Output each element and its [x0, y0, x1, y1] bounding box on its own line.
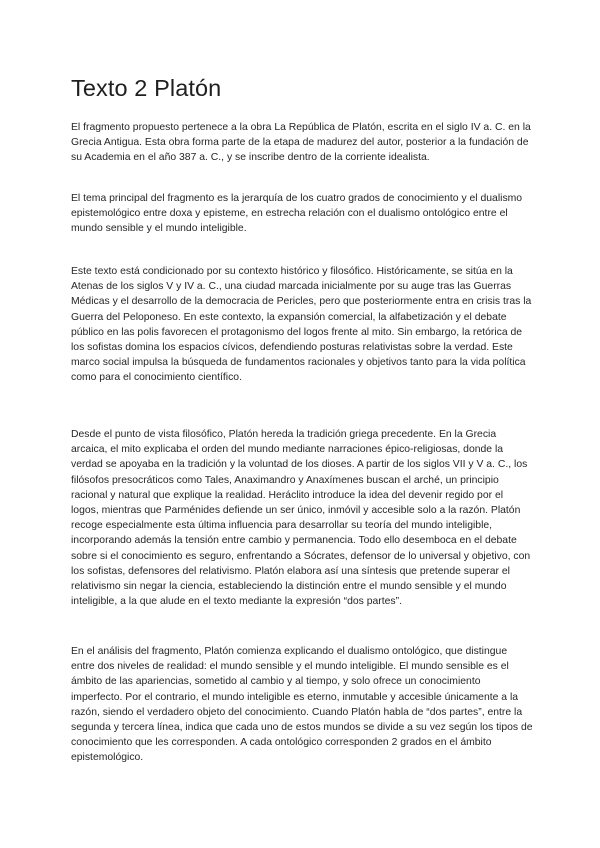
- paragraph-historical-context: Este texto está condicionado por su contexto histórico y filosófico. Históricamente, se sitúa en la Atenas de los siglos V y IV a. C., una ciudad marcada inicialmente por su auge tras las Guerras Médicas y el desarrollo de la democracia de Pericles, pero que posteriormente entra en crisis tras la Guerra del Peloponeso. En este contexto, la expansión comercial, la alfabetización y el debate público en las polis favorecen el protagonismo del logos frente al mito. Sin embargo, la retórica de los sofistas domina los espacios cívicos, defendiendo posturas relativistas sobre la verdad. Este marco social impulsa la búsqueda de fundamentos racionales y objetivos tanto para la vida política como para el conocimiento científico.: [71, 266, 532, 384]
- paragraph-theme: El tema principal del fragmento es la jerarquía de los cuatro grados de conocimiento y el dualismo epistemológico entre doxa y episteme, en estrecha relación con el dualismo ontológico entre el mundo sensible y el mundo inteligible.: [71, 193, 523, 235]
- paragraph-analysis: En el análisis del fragmento, Platón comienza explicando el dualismo ontológico, que distingue entre dos niveles de realidad: el mundo sensible y el mundo inteligible. El mundo sensible es el ámbito de las apariencias, sometido al cambio y al tiempo, y solo ofrece un conocimiento imperfecto. Por el contrario, el mundo inteligible es eterno, inmutable y accesible únicamente a la razón, siendo el verdadero objeto del conocimiento. Cuando Platón habla de “dos partes”, entre la segunda y tercera línea, indica que cada uno de estos mundos se divide a su vez según los tipos de conocimiento que les corresponden. A cada ontológico corresponden 2 grados en el ámbito epistemológico.: [71, 646, 533, 764]
- paragraph-philosophical-context: Desde el punto de vista filosófico, Platón hereda la tradición griega precedente. En la Grecia arcaica, el mito explicaba el orden del mundo mediante narraciones épico-religiosas, donde la verdad se apoyaba en la tradición y la voluntad de los dioses. A partir de los siglos VII y V a. C., los filósofos presocráticos como Tales, Anaximandro y Anaxímenes buscan el arché, un principio racional y natural que explique la realidad. Heráclito introduce la idea del devenir regido por el logos, mientras que Parménides defiende un ser único, inmóvil y accesible solo a la razón. Platón recoge especialmente esta última influencia para desarrollar su teoría del mundo inteligible, incorporando además la tensión entre cambio y permanencia. Todo ello desemboca en el debate sobre si el conocimiento es seguro, enfrentando a Sócrates, defensor de lo universal y objetivo, con los sofistas, defensores del relativismo. Platón elabora así una síntesis que pretende superar el relativismo sin negar la ciencia, estableciendo la distinción entre el mundo sensible y el mundo inteligible, a la que alude en el texto mediante la expresión “dos partes”.: [71, 429, 531, 608]
- paragraph-introduction: El fragmento propuesto pertenece a la obra La República de Platón, escrita en el siglo IV a. C. en la Grecia Antigua. Esta obra forma parte de la etapa de madurez del autor, posterior a la fundación de su Academia en el año 387 a. C., y se inscribe dentro de la corriente idealista.: [71, 122, 531, 164]
- document-title: Texto 2 Platón: [71, 75, 222, 101]
